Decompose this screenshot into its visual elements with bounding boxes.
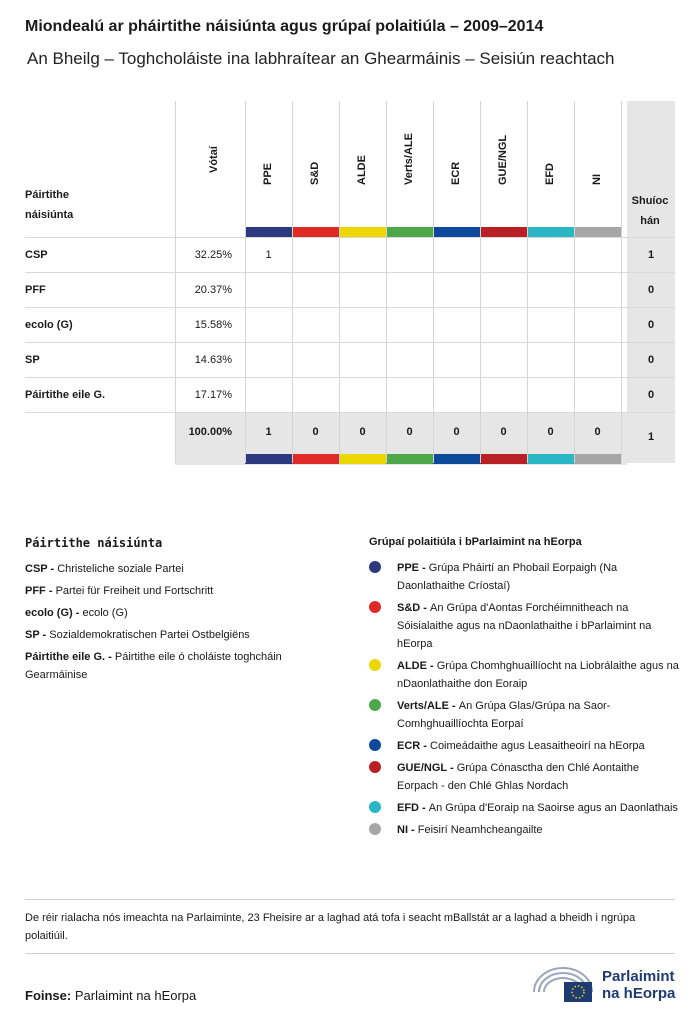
- color-dot-icon: [369, 659, 381, 671]
- seat-cell: [292, 273, 339, 308]
- group-legend-item: ALDE - Grúpa Chomhghuaillíocht na Liobrálaithe agus na nDaonlathaithe don Eoraip: [369, 657, 679, 693]
- seat-cell: [339, 378, 386, 413]
- party-legend-item: PFF - Partei für Freiheit und Fortschritt: [25, 585, 214, 597]
- seat-cell: [574, 308, 621, 343]
- votes-cell: 20.37%: [194, 284, 232, 296]
- group-color-bar-bottom: [574, 454, 621, 464]
- column-separator: [574, 101, 575, 463]
- party-legend-title: Páirtithe náisiúnta: [25, 536, 163, 550]
- seat-cell: [292, 378, 339, 413]
- seat-cell: [386, 238, 433, 273]
- color-dot-icon: [369, 801, 381, 813]
- group-color-bar: [480, 227, 527, 237]
- source-line: [25, 988, 196, 1003]
- group-legend-title: Grúpaí polaitiúla i bParlaimint na hEorpa: [369, 536, 582, 548]
- logo-text: [602, 968, 675, 1002]
- group-color-bar: [433, 227, 480, 237]
- seat-cell: [527, 343, 574, 378]
- seat-cell: [433, 238, 480, 273]
- total-seat-cell: 0: [547, 426, 554, 438]
- party-cell: ecolo (G): [25, 319, 73, 331]
- group-legend-item: Verts/ALE - An Grúpa Glas/Grúpa na Saor-Comhghuaillíochta Eorpaí: [369, 697, 679, 733]
- party-cell: SP: [25, 354, 40, 366]
- total-seat-cell: 0: [594, 426, 601, 438]
- table-row: [25, 272, 675, 308]
- seat-cell: [339, 238, 386, 273]
- column-separator: [292, 101, 293, 463]
- seat-cell: [245, 273, 292, 308]
- party-legend-item: CSP - Christeliche soziale Partei: [25, 563, 184, 575]
- column-separator: [527, 101, 528, 463]
- seat-cell: [433, 378, 480, 413]
- footnote: De réir rialacha nós imeachta na Parlaiminte, 23 Fheisire ar a laghad atá tofa i seacht mBallstát ar a laghad a bheidh i ngrúpa polaitiúil.: [25, 912, 636, 942]
- total-cell: 0: [647, 284, 655, 296]
- seat-cell: [480, 273, 527, 308]
- hemicycle-icon: [530, 962, 596, 1004]
- party-column-header: Páirtithe náisiúnta: [25, 189, 74, 221]
- seat-cell: [574, 238, 621, 273]
- group-legend-item: S&D - An Grúpa d'Aontas Forchéimnitheach na Sóisialaithe agus na nDaonlathaithe i bParlaimint na hEorpa: [369, 599, 679, 653]
- seat-cell: [386, 343, 433, 378]
- seat-cell: [527, 308, 574, 343]
- group-color-bar-bottom: [339, 454, 386, 464]
- seat-cell: [245, 378, 292, 413]
- grand-total-cell: 1: [647, 431, 655, 443]
- seat-cell: [433, 273, 480, 308]
- color-dot-icon: [369, 739, 381, 751]
- page-subtitle: An Bheilg – Toghcholáiste ina labhraítear an Ghearmáinis – Seisiún reachtach: [27, 49, 615, 68]
- seat-cell: [386, 273, 433, 308]
- group-color-bar: [574, 227, 621, 237]
- group-header-3: ALDE: [356, 155, 368, 185]
- group-color-bar-bottom: [433, 454, 480, 464]
- parliament-logo: [530, 962, 680, 1004]
- source-value: Parlaimint na hEorpa: [74, 988, 197, 1003]
- table-header: [25, 101, 675, 237]
- party-legend: [25, 536, 345, 688]
- table-row: [25, 377, 675, 413]
- column-separator: [175, 101, 176, 463]
- group-header-4: Verts/ALE: [403, 133, 415, 185]
- seat-cell: [386, 378, 433, 413]
- color-dot-icon: [369, 601, 381, 613]
- group-color-bar-bottom: [480, 454, 527, 464]
- total-seat-cell: 0: [359, 426, 366, 438]
- total-seat-cell: 0: [500, 426, 507, 438]
- table-row: [25, 307, 675, 343]
- logo-line1: Parlaimint: [602, 968, 675, 985]
- total-cell: 0: [647, 319, 655, 331]
- column-separator: [433, 101, 434, 463]
- seat-cell: [480, 378, 527, 413]
- seat-cell: [574, 343, 621, 378]
- column-separator: [480, 101, 481, 463]
- seat-cell: [339, 308, 386, 343]
- votes-cell: 15.58%: [194, 319, 232, 331]
- seat-cell: [574, 273, 621, 308]
- seat-cell: [339, 343, 386, 378]
- group-header-2: S&D: [309, 161, 321, 185]
- total-cell: 1: [647, 249, 655, 261]
- seat-cell: 1: [265, 249, 272, 261]
- seat-cell: [527, 238, 574, 273]
- seat-cell: [292, 238, 339, 273]
- group-legend-item: GUE/NGL - Grúpa Cónasctha den Chlé Aontaithe Eorpach - den Chlé Ghlas Nordach: [369, 759, 679, 795]
- group-header-6: GUE/NGL: [497, 134, 509, 185]
- party-cell: Páirtithe eile G.: [25, 389, 106, 401]
- total-seat-cell: 0: [453, 426, 460, 438]
- group-legend-item: NI - Feisirí Neamhcheangailte: [369, 821, 679, 839]
- column-separator: [339, 101, 340, 463]
- seat-cell: [527, 378, 574, 413]
- party-legend-item: ecolo (G) - ecolo (G): [25, 607, 128, 619]
- group-legend-item: PPE - Grúpa Pháirtí an Phobail Eorpaigh (Na Daonlathaithe Críostaí): [369, 559, 679, 595]
- table-row: [25, 342, 675, 378]
- group-color-bar-bottom: [245, 454, 292, 464]
- color-dot-icon: [369, 561, 381, 573]
- total-votes-cell: 100.00%: [188, 426, 232, 438]
- color-dot-icon: [369, 761, 381, 773]
- logo-line2: na hEorpa: [602, 985, 676, 1002]
- party-cell: CSP: [25, 249, 48, 261]
- seat-cell: [480, 343, 527, 378]
- seat-cell: [480, 238, 527, 273]
- color-dot-icon: [369, 823, 381, 835]
- page-title: Miondealú ar pháirtithe náisiúnta agus grúpaí polaitiúla – 2009–2014: [25, 18, 544, 35]
- column-separator: [386, 101, 387, 463]
- column-separator: [621, 101, 622, 463]
- party-legend-item: SP - Sozialdemokratischen Partei Ostbelgiëns: [25, 629, 250, 641]
- total-cell: 0: [647, 354, 655, 366]
- group-header-8: NI: [591, 174, 603, 185]
- seat-cell: [480, 308, 527, 343]
- total-seat-cell: 1: [265, 426, 272, 438]
- table-row: [25, 237, 675, 273]
- seat-cell: [245, 308, 292, 343]
- group-color-bar: [339, 227, 386, 237]
- source-label: Foinse:: [25, 988, 72, 1003]
- total-cell: 0: [647, 389, 655, 401]
- group-color-bar: [245, 227, 292, 237]
- group-header-1: PPE: [262, 162, 274, 185]
- votes-cell: 14.63%: [194, 354, 232, 366]
- votes-column-header: Vótaí: [208, 146, 220, 173]
- group-color-bar-bottom: [292, 454, 339, 464]
- seat-cell: [292, 343, 339, 378]
- total-seat-cell: 0: [406, 426, 413, 438]
- seat-cell: [527, 273, 574, 308]
- group-legend-item: ECR - Coimeádaithe agus Leasaitheoirí na hEorpa: [369, 737, 679, 755]
- group-header-7: EFD: [544, 163, 556, 185]
- totals-border: [25, 412, 675, 413]
- divider: [25, 899, 675, 900]
- seat-cell: [292, 308, 339, 343]
- party-cell: PFF: [25, 284, 46, 296]
- divider: [25, 953, 675, 954]
- seat-cell: [339, 273, 386, 308]
- total-column-header: Shuíochán: [631, 195, 669, 227]
- votes-cell: 32.25%: [194, 249, 232, 261]
- group-header-5: ECR: [450, 161, 462, 185]
- group-legend-item: EFD - An Grúpa d'Eoraip na Saoirse agus an Daonlathais: [369, 799, 679, 817]
- seat-cell: [433, 308, 480, 343]
- group-color-bar: [386, 227, 433, 237]
- total-seat-cell: 0: [312, 426, 319, 438]
- seat-cell: [386, 308, 433, 343]
- group-legend: [369, 536, 679, 843]
- party-legend-item: Páirtithe eile G. - Páirtithe eile ó choláiste toghcháin Gearmáinise: [25, 651, 282, 681]
- column-separator: [245, 101, 246, 463]
- group-color-bar: [292, 227, 339, 237]
- votes-cell: 17.17%: [194, 389, 232, 401]
- color-dot-icon: [369, 699, 381, 711]
- seat-cell: [433, 343, 480, 378]
- seat-cell: [574, 378, 621, 413]
- group-color-bar-bottom: [386, 454, 433, 464]
- group-color-bar: [527, 227, 574, 237]
- group-color-bar-bottom: [527, 454, 574, 464]
- seat-cell: [245, 343, 292, 378]
